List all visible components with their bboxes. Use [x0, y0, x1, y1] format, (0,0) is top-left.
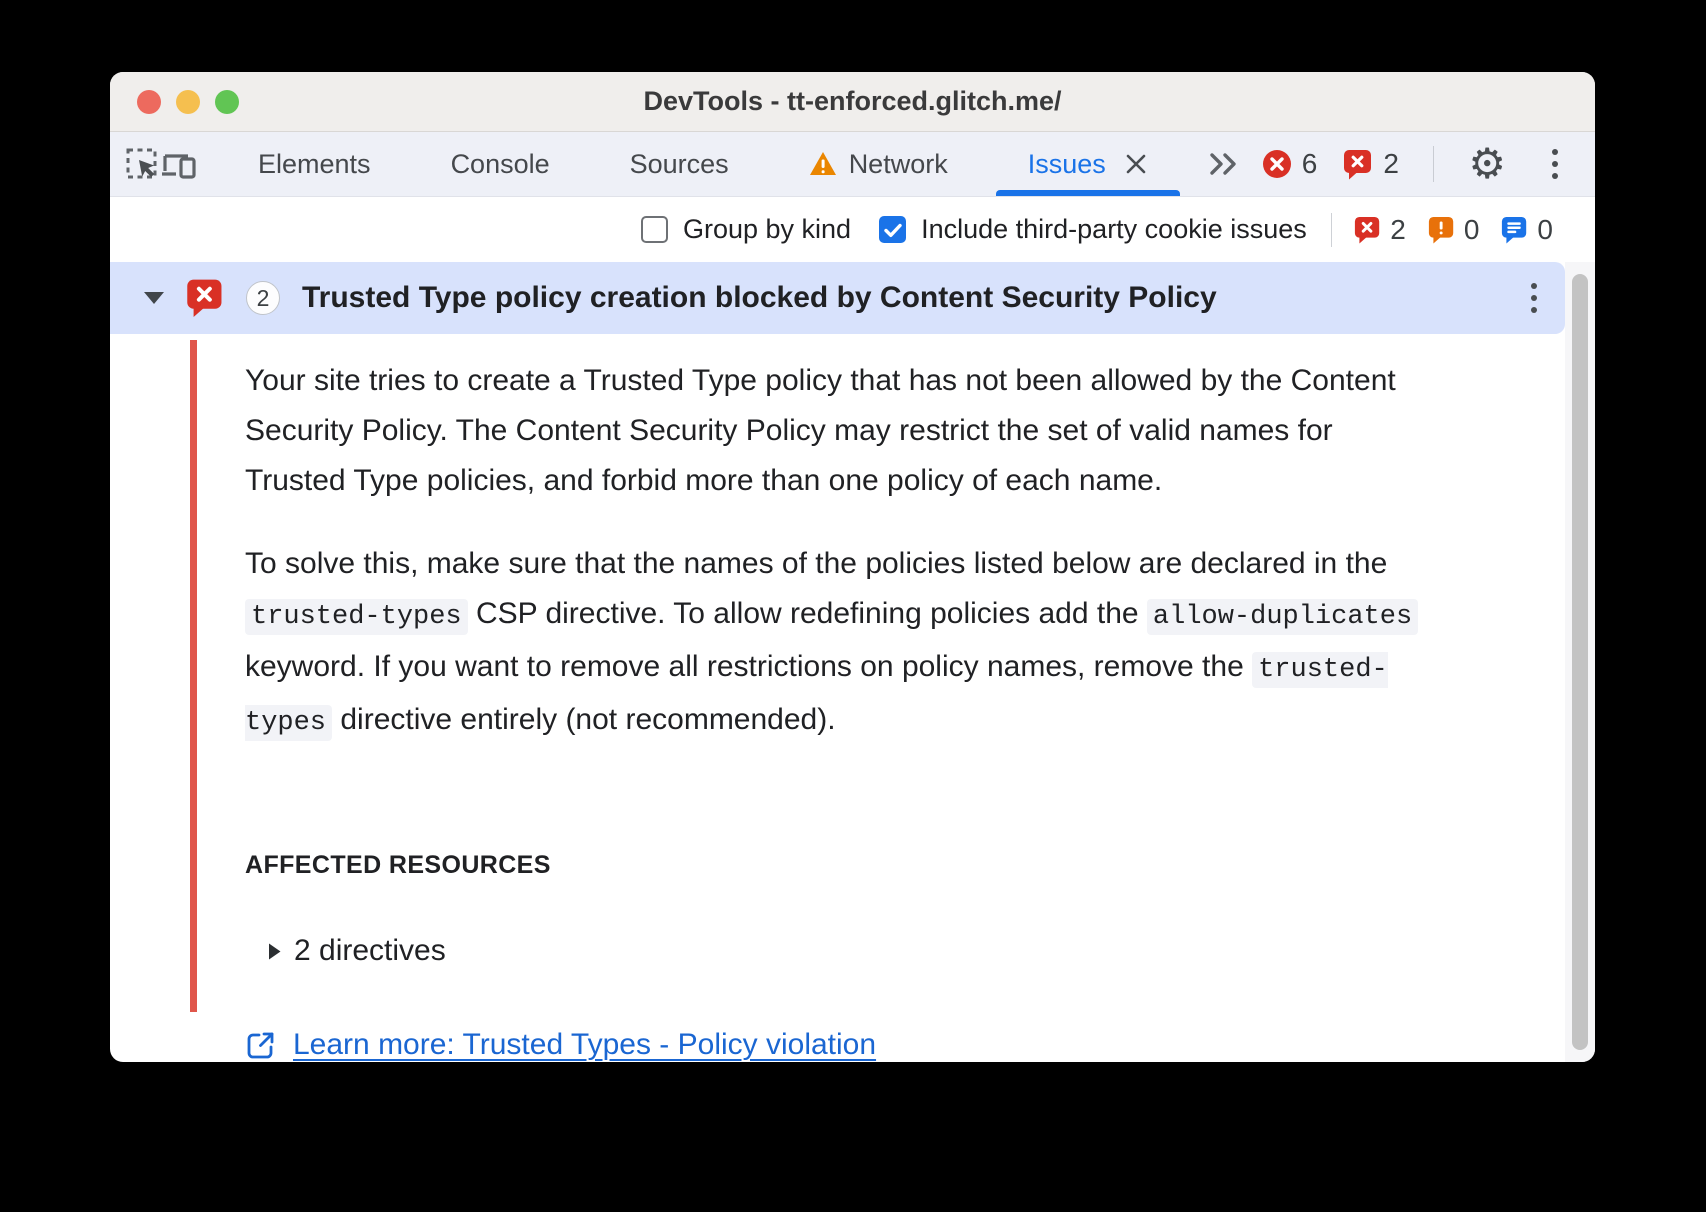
devtools-tabbar	[110, 132, 1595, 197]
issue-title: Trusted Type policy creation blocked by Content Security Policy	[302, 281, 1217, 314]
issue-menu-button[interactable]	[1531, 283, 1537, 313]
tab-label: Console	[450, 148, 550, 179]
tab-elements[interactable]	[218, 132, 411, 196]
code-trusted-types: trusted-types	[245, 652, 1388, 741]
directives-label: 2 directives	[294, 934, 446, 967]
third-party-cookie-label: Include third-party cookie issues	[921, 214, 1307, 244]
tab-console[interactable]	[411, 132, 590, 196]
tab-sources[interactable]	[590, 132, 769, 196]
issues-toolbar	[110, 197, 1595, 262]
code-trusted-types: trusted-types	[245, 599, 468, 635]
learn-more-row	[245, 1020, 1430, 1062]
tab-label: Sources	[629, 148, 729, 179]
expand-triangle-icon	[269, 943, 281, 960]
issue-header-row[interactable]	[110, 262, 1565, 334]
improvement-count: 0	[1537, 213, 1553, 245]
warning-triangle-icon	[809, 151, 837, 177]
inspect-cursor-icon	[124, 146, 160, 182]
double-chevron-icon	[1208, 152, 1242, 176]
checkbox-checked-icon	[879, 216, 906, 243]
zoom-window-button[interactable]	[215, 90, 239, 114]
page-error-bubble-icon	[1354, 216, 1381, 244]
improvement-badge	[1501, 214, 1553, 246]
settings-button[interactable]	[1468, 139, 1507, 188]
close-icon	[1124, 152, 1148, 176]
console-errors-button[interactable]	[1262, 148, 1318, 180]
close-window-button[interactable]	[137, 90, 161, 114]
tab-issues[interactable]	[988, 132, 1188, 196]
tabbar-right-group	[1262, 132, 1595, 196]
solution-text: keyword. If you want to remove all restrictions on policy names, remove the	[245, 650, 1253, 683]
issue-count: 2	[1383, 148, 1399, 179]
issues-count-button[interactable]	[1343, 148, 1399, 180]
breaking-change-badge	[1428, 214, 1480, 246]
scrollbar-track[interactable]	[1565, 262, 1595, 1062]
issue-kind-bubble-icon	[186, 278, 224, 318]
tab-label: Issues	[1027, 148, 1106, 179]
window-title: DevTools - tt-enforced.glitch.me/	[643, 86, 1062, 116]
solution-text: directive entirely (not recommended).	[332, 703, 836, 736]
issue-bubble-icon	[1343, 149, 1373, 180]
scrollbar-thumb[interactable]	[1572, 274, 1588, 1050]
issue-description-paragraph: Your site tries to create a Trusted Type policy that has not been allowed by the Content Security Policy. The Content Security Policy may restrict the set of valid names for Trusted Type policies, and forbid more than one policy of each name.	[245, 364, 1396, 497]
inspect-element-button[interactable]	[124, 132, 160, 196]
issue-body	[110, 334, 1595, 1062]
tab-label: Elements	[258, 148, 371, 179]
third-party-cookie-checkbox[interactable]	[879, 214, 1307, 245]
tab-label: Network	[848, 148, 948, 179]
devtools-window	[110, 72, 1595, 1062]
checkbox-unchecked-icon	[641, 216, 668, 243]
toggle-device-toolbar-button[interactable]	[160, 132, 198, 196]
learn-more-link[interactable]: Learn more: Trusted Types - Policy violation	[293, 1028, 877, 1061]
code-allow-duplicates: allow-duplicates	[1147, 599, 1418, 635]
issue-red-rule	[190, 340, 197, 1012]
traffic-lights	[110, 90, 239, 114]
external-link-icon	[245, 1030, 276, 1061]
solution-text: CSP directive. To allow redefining policies add the	[467, 597, 1147, 630]
solution-text: To solve this, make sure that the names of the policies listed below are declared in the	[245, 547, 1388, 580]
titlebar	[110, 72, 1595, 132]
main-menu-button[interactable]	[1552, 149, 1558, 179]
group-by-kind-label: Group by kind	[682, 214, 852, 244]
collapse-triangle-icon[interactable]	[144, 291, 164, 305]
issue-occurrence-badge: 2	[246, 281, 280, 315]
tabbar-divider	[1433, 146, 1435, 182]
affected-resources-heading: AFFECTED RESOURCES	[245, 851, 551, 879]
device-toolbar-icon	[160, 147, 198, 181]
breaking-change-count: 0	[1463, 213, 1480, 245]
error-circle-icon	[1262, 149, 1292, 179]
error-count: 6	[1301, 148, 1318, 179]
group-by-kind-checkbox[interactable]	[641, 214, 851, 245]
warning-bubble-icon	[1428, 216, 1455, 244]
more-tabs-button[interactable]	[1188, 132, 1262, 196]
tab-network[interactable]	[769, 132, 988, 196]
close-issues-tab-button[interactable]	[1124, 152, 1148, 176]
message-bubble-icon	[1501, 216, 1528, 244]
page-error-badge	[1354, 214, 1406, 246]
toolbar-divider	[1331, 213, 1333, 247]
directives-disclosure[interactable]	[269, 926, 1430, 976]
gear-icon: ⚙	[1468, 139, 1507, 188]
issue-solution-paragraph	[245, 539, 1430, 748]
page-error-count: 2	[1390, 213, 1406, 245]
minimize-window-button[interactable]	[176, 90, 200, 114]
